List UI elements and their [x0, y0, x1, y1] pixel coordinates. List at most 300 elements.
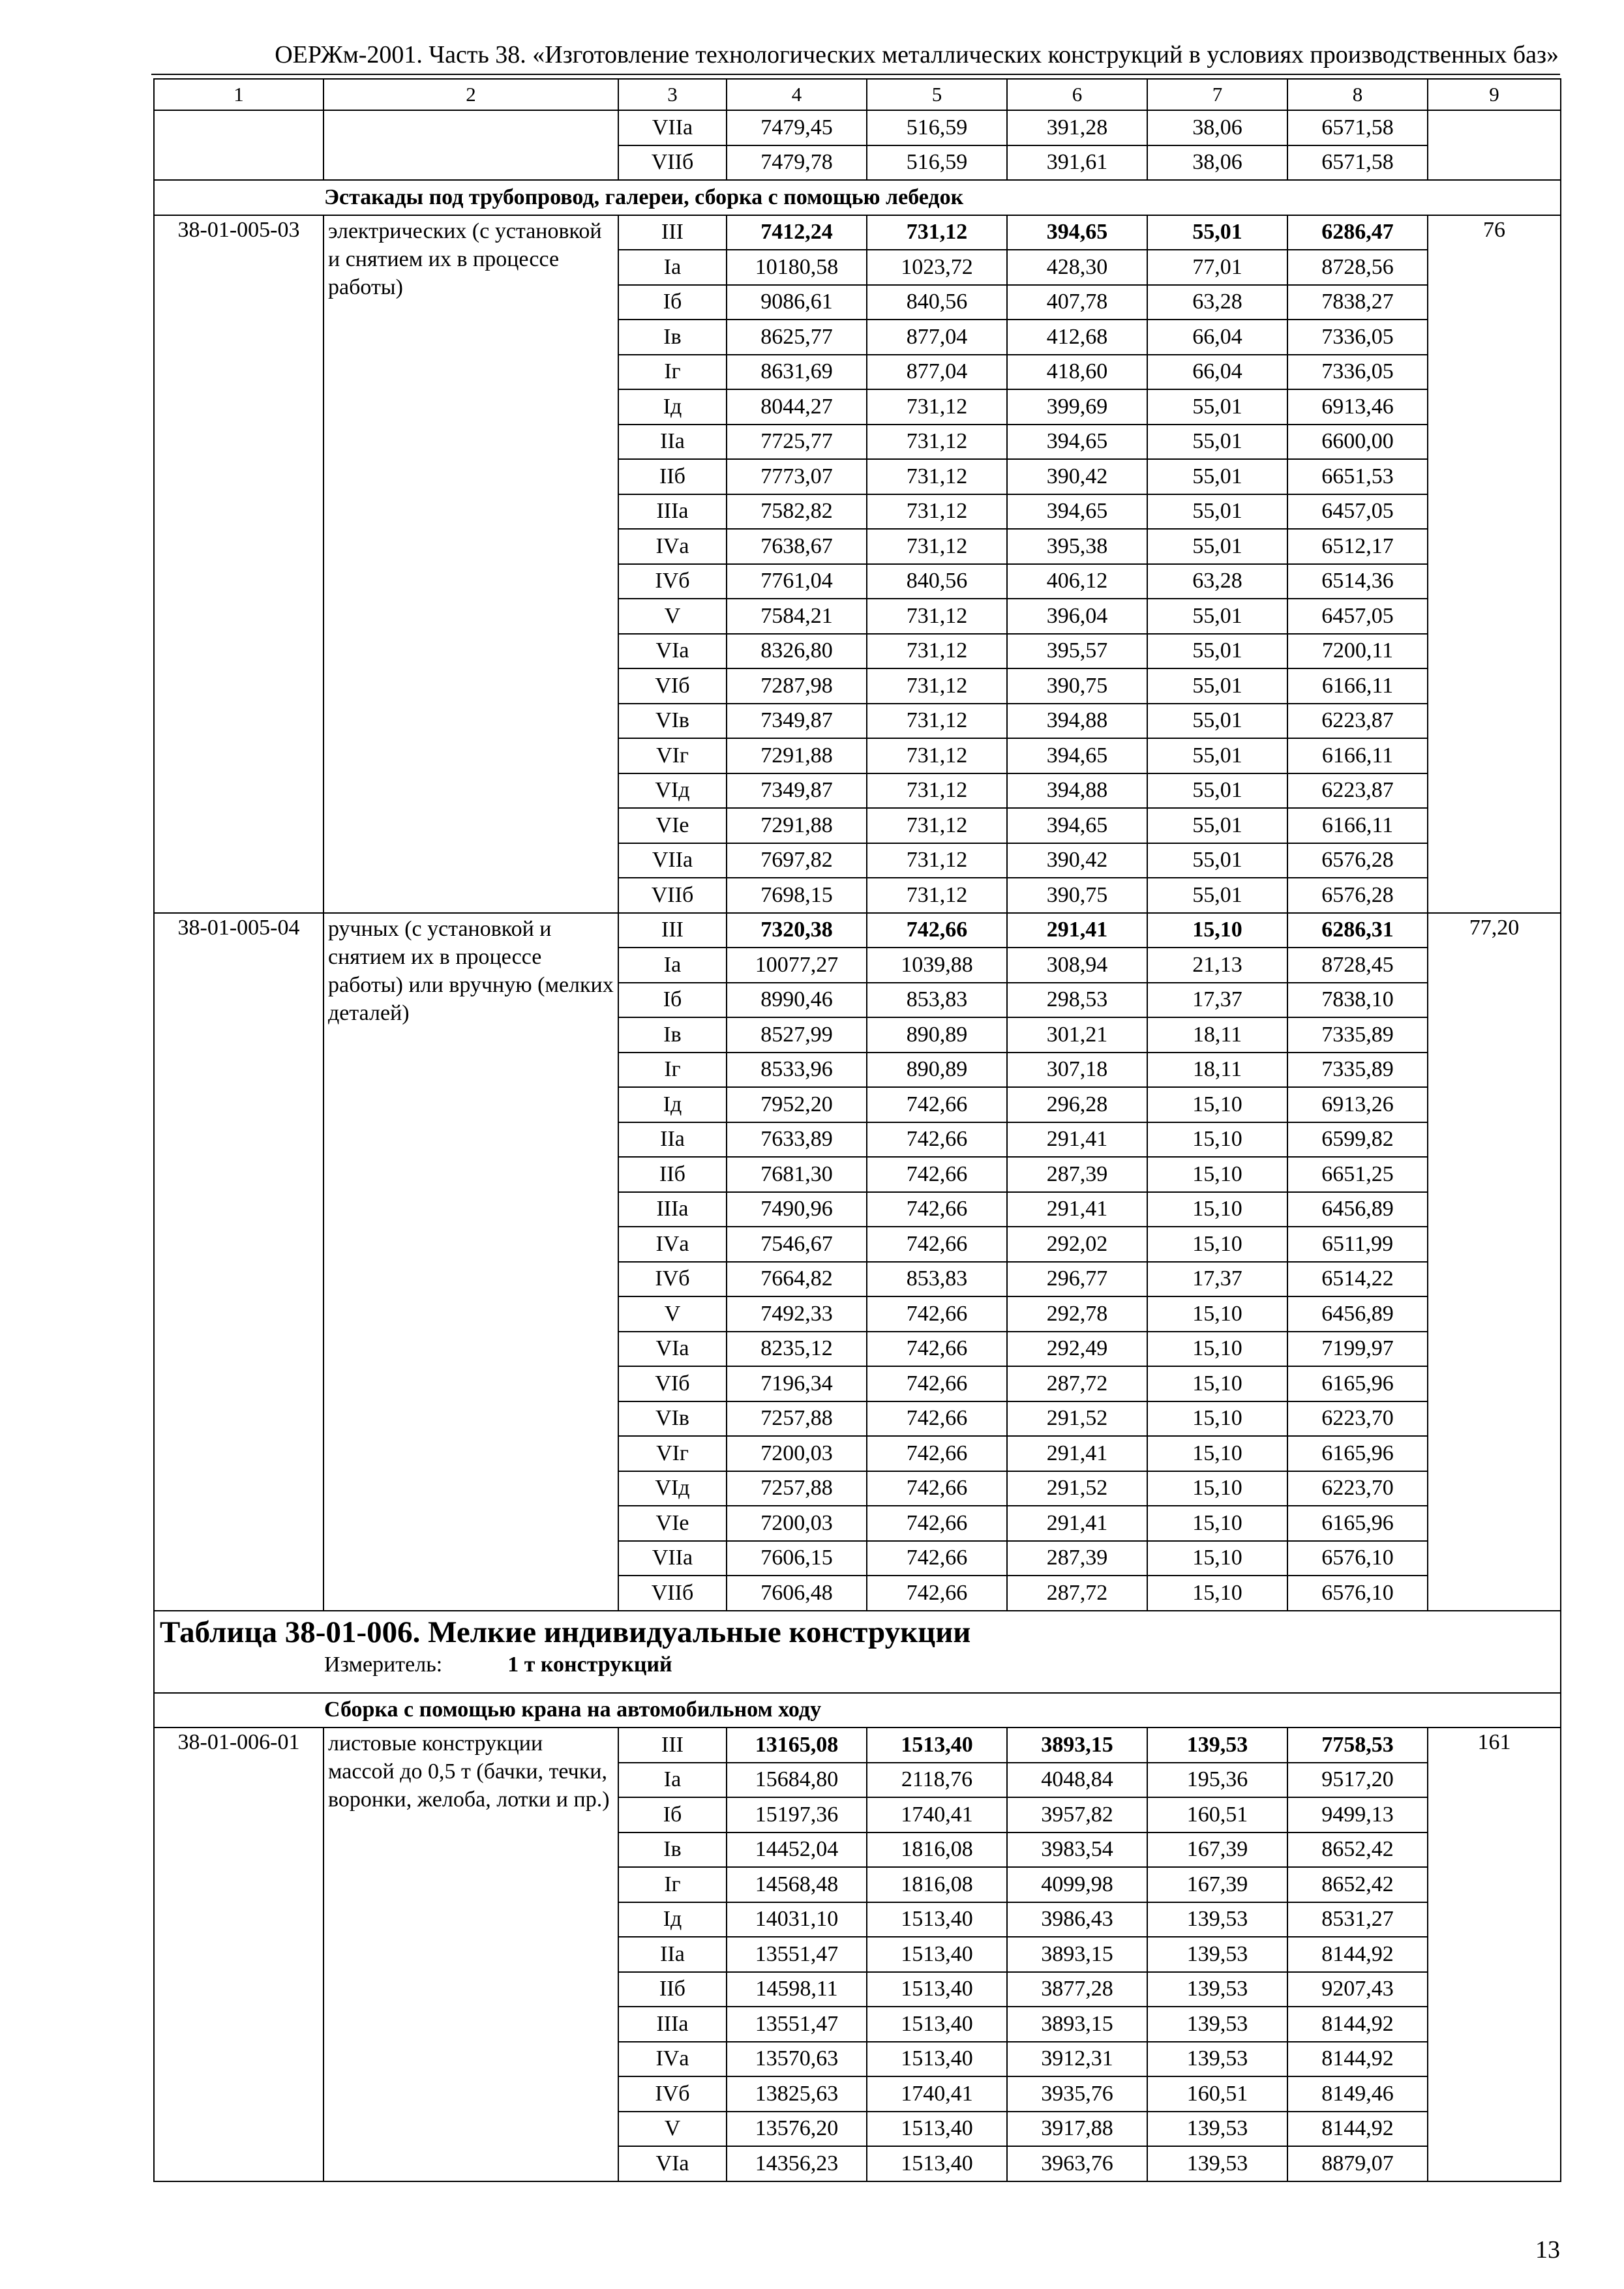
territory-zone-cell: IIб [618, 1972, 727, 2007]
machine-cost-cell: 296,77 [1007, 1262, 1147, 1297]
machine-cost-cell: 390,75 [1007, 878, 1147, 913]
section-title: Сборка с помощью крана на автомобильном ходу [154, 1693, 1561, 1728]
materials-cost-cell: 7336,05 [1287, 355, 1428, 390]
territory-zone-cell: IVа [618, 529, 727, 564]
materials-cost-cell: 6512,17 [1287, 529, 1428, 564]
materials-cost-cell: 6456,89 [1287, 1296, 1428, 1332]
labor-cost-cell: 742,66 [867, 1332, 1007, 1367]
labor-cost-cell: 1023,72 [867, 250, 1007, 285]
section-row [154, 180, 1561, 215]
total-cost-cell: 8044,27 [727, 389, 867, 425]
operator-wage-cell: 55,01 [1147, 668, 1287, 704]
machine-cost-cell: 291,41 [1007, 1436, 1147, 1471]
territory-zone-cell: VIе [618, 1506, 727, 1541]
operator-wage-cell: 18,11 [1147, 1017, 1287, 1053]
materials-cost-cell: 6651,53 [1287, 459, 1428, 494]
labor-cost-cell: 742,66 [867, 913, 1007, 948]
territory-zone-cell: IIа [618, 1937, 727, 1972]
territory-zone-cell: VIIб [618, 878, 727, 913]
materials-cost-cell: 6651,25 [1287, 1157, 1428, 1192]
section-row [154, 1693, 1561, 1728]
materials-cost-cell: 6576,28 [1287, 878, 1428, 913]
total-cost-cell: 7546,67 [727, 1227, 867, 1262]
machine-cost-cell: 292,49 [1007, 1332, 1147, 1367]
materials-cost-cell: 6599,82 [1287, 1122, 1428, 1158]
operator-wage-cell: 139,53 [1147, 1728, 1287, 1763]
materials-cost-cell: 6165,96 [1287, 1366, 1428, 1401]
machine-cost-cell: 292,78 [1007, 1296, 1147, 1332]
territory-zone-cell: VIв [618, 704, 727, 739]
rate-code-cell: 38-01-005-04 [154, 913, 323, 1611]
operator-wage-cell: 167,39 [1147, 1833, 1287, 1868]
territory-zone-cell: Iб [618, 983, 727, 1018]
operator-wage-cell: 77,01 [1147, 250, 1287, 285]
operator-wage-cell: 17,37 [1147, 1262, 1287, 1297]
materials-cost-cell: 8144,92 [1287, 1937, 1428, 1972]
rates-table [153, 78, 1561, 2182]
labor-cost-cell: 742,66 [867, 1506, 1007, 1541]
operator-wage-cell: 38,06 [1147, 110, 1287, 145]
total-cost-cell: 7698,15 [727, 878, 867, 913]
rate-description-cell: электрических (с установкой и снятием их в процессе работы) [323, 215, 618, 913]
table-row [154, 215, 1561, 250]
materials-cost-cell: 8144,92 [1287, 2007, 1428, 2042]
operator-wage-cell: 15,10 [1147, 1157, 1287, 1192]
operator-wage-cell: 15,10 [1147, 1506, 1287, 1541]
territory-zone-cell: IVб [618, 1262, 727, 1297]
materials-cost-cell: 8879,07 [1287, 2146, 1428, 2181]
materials-cost-cell: 6223,70 [1287, 1401, 1428, 1437]
materials-cost-cell: 6286,31 [1287, 913, 1428, 948]
labor-cost-cell: 1039,88 [867, 948, 1007, 983]
operator-wage-cell: 15,10 [1147, 1541, 1287, 1576]
total-cost-cell: 7291,88 [727, 738, 867, 773]
territory-zone-cell: Iг [618, 355, 727, 390]
total-cost-cell: 8533,96 [727, 1053, 867, 1088]
territory-zone-cell: VIд [618, 1471, 727, 1506]
machine-cost-cell: 394,65 [1007, 738, 1147, 773]
total-cost-cell: 7257,88 [727, 1401, 867, 1437]
territory-zone-cell: Iд [618, 1087, 727, 1122]
labor-cost-cell: 731,12 [867, 389, 1007, 425]
column-9-cell [1428, 110, 1561, 180]
labor-cost-cell: 516,59 [867, 110, 1007, 145]
total-cost-cell: 7664,82 [727, 1262, 867, 1297]
operator-wage-cell: 139,53 [1147, 1972, 1287, 2007]
territory-zone-cell: III [618, 1728, 727, 1763]
materials-cost-cell: 6576,10 [1287, 1576, 1428, 1611]
labor-cost-cell: 731,12 [867, 704, 1007, 739]
total-cost-cell: 14031,10 [727, 1902, 867, 1937]
table-title-cell [154, 1611, 1561, 1693]
territory-zone-cell: IIа [618, 1122, 727, 1158]
labor-cost-cell: 877,04 [867, 355, 1007, 390]
materials-cost-cell: 8144,92 [1287, 2112, 1428, 2147]
materials-cost-cell: 6913,26 [1287, 1087, 1428, 1122]
machine-cost-cell: 407,78 [1007, 285, 1147, 320]
machine-cost-cell: 4048,84 [1007, 1763, 1147, 1798]
territory-zone-cell: Iд [618, 1902, 727, 1937]
machine-cost-cell: 3912,31 [1007, 2042, 1147, 2077]
table-title-row [154, 1611, 1561, 1693]
operator-wage-cell: 15,10 [1147, 1192, 1287, 1227]
territory-zone-cell: Iа [618, 1763, 727, 1798]
operator-wage-cell: 139,53 [1147, 1937, 1287, 1972]
operator-wage-cell: 55,01 [1147, 634, 1287, 669]
labor-cost-cell: 731,12 [867, 634, 1007, 669]
territory-zone-cell: IIIа [618, 2007, 727, 2042]
total-cost-cell: 13825,63 [727, 2076, 867, 2112]
labor-cost-cell: 742,66 [867, 1471, 1007, 1506]
labor-cost-cell: 742,66 [867, 1576, 1007, 1611]
total-cost-cell: 10180,58 [727, 250, 867, 285]
operator-wage-cell: 38,06 [1147, 145, 1287, 181]
machine-cost-cell: 291,41 [1007, 1192, 1147, 1227]
total-cost-cell: 14568,48 [727, 1867, 867, 1902]
territory-zone-cell: Iб [618, 285, 727, 320]
materials-cost-cell: 8531,27 [1287, 1902, 1428, 1937]
materials-cost-cell: 6511,99 [1287, 1227, 1428, 1262]
materials-cost-cell: 9499,13 [1287, 1797, 1428, 1833]
operator-wage-cell: 167,39 [1147, 1867, 1287, 1902]
materials-cost-cell: 6576,28 [1287, 843, 1428, 878]
materials-cost-cell: 6165,96 [1287, 1436, 1428, 1471]
machine-cost-cell: 298,53 [1007, 983, 1147, 1018]
measure-line [160, 1651, 1555, 1679]
column-number: 9 [1428, 79, 1561, 110]
materials-cost-cell: 6166,11 [1287, 738, 1428, 773]
labor-cost-cell: 742,66 [867, 1366, 1007, 1401]
territory-zone-cell: IVа [618, 2042, 727, 2077]
materials-cost-cell: 9517,20 [1287, 1763, 1428, 1798]
labor-cost-cell: 516,59 [867, 145, 1007, 181]
operator-wage-cell: 139,53 [1147, 2146, 1287, 2181]
materials-cost-cell: 8652,42 [1287, 1867, 1428, 1902]
labor-cost-cell: 731,12 [867, 668, 1007, 704]
total-cost-cell: 13551,47 [727, 2007, 867, 2042]
total-cost-cell: 7291,88 [727, 808, 867, 843]
machine-cost-cell: 418,60 [1007, 355, 1147, 390]
total-cost-cell: 7582,82 [727, 494, 867, 530]
territory-zone-cell: VIIа [618, 110, 727, 145]
total-cost-cell: 8625,77 [727, 320, 867, 355]
territory-zone-cell: III [618, 913, 727, 948]
operator-wage-cell: 139,53 [1147, 1902, 1287, 1937]
column-number: 6 [1007, 79, 1147, 110]
total-cost-cell: 7638,67 [727, 529, 867, 564]
territory-zone-cell: Iв [618, 320, 727, 355]
total-cost-cell: 8527,99 [727, 1017, 867, 1053]
operator-wage-cell: 55,01 [1147, 808, 1287, 843]
labor-cost-cell: 1816,08 [867, 1867, 1007, 1902]
machine-cost-cell: 291,41 [1007, 1506, 1147, 1541]
machine-cost-cell: 3957,82 [1007, 1797, 1147, 1833]
operator-wage-cell: 15,10 [1147, 1332, 1287, 1367]
materials-cost-cell: 6223,70 [1287, 1471, 1428, 1506]
materials-cost-cell: 8728,45 [1287, 948, 1428, 983]
territory-zone-cell: VIд [618, 773, 727, 809]
measure-label: Измеритель: [324, 1652, 443, 1677]
materials-cost-cell: 7200,11 [1287, 634, 1428, 669]
machine-cost-cell: 292,02 [1007, 1227, 1147, 1262]
header-rule [151, 74, 1560, 75]
labor-cost-cell: 731,12 [867, 878, 1007, 913]
column-9-cell: 77,20 [1428, 913, 1561, 1611]
total-cost-cell: 7761,04 [727, 564, 867, 599]
total-cost-cell: 13165,08 [727, 1728, 867, 1763]
territory-zone-cell: IIа [618, 425, 727, 460]
operator-wage-cell: 139,53 [1147, 2112, 1287, 2147]
operator-wage-cell: 55,01 [1147, 738, 1287, 773]
territory-zone-cell: Iг [618, 1053, 727, 1088]
territory-zone-cell: VIв [618, 1401, 727, 1437]
total-cost-cell: 7479,45 [727, 110, 867, 145]
territory-zone-cell: IVа [618, 1227, 727, 1262]
page-number: 13 [1535, 2236, 1560, 2264]
labor-cost-cell: 890,89 [867, 1017, 1007, 1053]
materials-cost-cell: 6571,58 [1287, 110, 1428, 145]
total-cost-cell: 7479,78 [727, 145, 867, 181]
operator-wage-cell: 55,01 [1147, 215, 1287, 250]
territory-zone-cell: VIIа [618, 843, 727, 878]
operator-wage-cell: 15,10 [1147, 1227, 1287, 1262]
territory-zone-cell: IIб [618, 1157, 727, 1192]
labor-cost-cell: 742,66 [867, 1541, 1007, 1576]
operator-wage-cell: 15,10 [1147, 1576, 1287, 1611]
labor-cost-cell: 1513,40 [867, 2112, 1007, 2147]
labor-cost-cell: 2118,76 [867, 1763, 1007, 1798]
operator-wage-cell: 55,01 [1147, 704, 1287, 739]
materials-cost-cell: 8144,92 [1287, 2042, 1428, 2077]
materials-cost-cell: 6166,11 [1287, 808, 1428, 843]
total-cost-cell: 7725,77 [727, 425, 867, 460]
machine-cost-cell: 394,88 [1007, 704, 1147, 739]
labor-cost-cell: 731,12 [867, 599, 1007, 634]
territory-zone-cell: Iв [618, 1017, 727, 1053]
machine-cost-cell: 399,69 [1007, 389, 1147, 425]
rate-code-cell: 38-01-005-03 [154, 215, 323, 913]
labor-cost-cell: 742,66 [867, 1157, 1007, 1192]
machine-cost-cell: 301,21 [1007, 1017, 1147, 1053]
labor-cost-cell: 731,12 [867, 808, 1007, 843]
materials-cost-cell: 6514,22 [1287, 1262, 1428, 1297]
rate-code-cell: 38-01-006-01 [154, 1728, 323, 2181]
column-9-cell: 76 [1428, 215, 1561, 913]
operator-wage-cell: 55,01 [1147, 878, 1287, 913]
operator-wage-cell: 15,10 [1147, 1122, 1287, 1158]
total-cost-cell: 10077,27 [727, 948, 867, 983]
column-number: 8 [1287, 79, 1428, 110]
total-cost-cell: 7412,24 [727, 215, 867, 250]
territory-zone-cell: VIг [618, 738, 727, 773]
operator-wage-cell: 55,01 [1147, 599, 1287, 634]
operator-wage-cell: 55,01 [1147, 459, 1287, 494]
machine-cost-cell: 291,41 [1007, 913, 1147, 948]
machine-cost-cell: 428,30 [1007, 250, 1147, 285]
machine-cost-cell: 291,52 [1007, 1401, 1147, 1437]
territory-zone-cell: Iд [618, 389, 727, 425]
operator-wage-cell: 55,01 [1147, 389, 1287, 425]
materials-cost-cell: 6600,00 [1287, 425, 1428, 460]
machine-cost-cell: 3893,15 [1007, 1937, 1147, 1972]
total-cost-cell: 7606,48 [727, 1576, 867, 1611]
machine-cost-cell: 287,72 [1007, 1576, 1147, 1611]
total-cost-cell: 15684,80 [727, 1763, 867, 1798]
total-cost-cell: 7287,98 [727, 668, 867, 704]
total-cost-cell: 14452,04 [727, 1833, 867, 1868]
operator-wage-cell: 195,36 [1147, 1763, 1287, 1798]
total-cost-cell: 7349,87 [727, 773, 867, 809]
total-cost-cell: 7349,87 [727, 704, 867, 739]
total-cost-cell: 7697,82 [727, 843, 867, 878]
machine-cost-cell: 3963,76 [1007, 2146, 1147, 2181]
machine-cost-cell: 396,04 [1007, 599, 1147, 634]
territory-zone-cell: VIа [618, 634, 727, 669]
labor-cost-cell: 731,12 [867, 494, 1007, 530]
machine-cost-cell: 391,61 [1007, 145, 1147, 181]
territory-zone-cell: Iа [618, 250, 727, 285]
labor-cost-cell: 731,12 [867, 459, 1007, 494]
machine-cost-cell: 406,12 [1007, 564, 1147, 599]
labor-cost-cell: 853,83 [867, 1262, 1007, 1297]
territory-zone-cell: Iв [618, 1833, 727, 1868]
materials-cost-cell: 6166,11 [1287, 668, 1428, 704]
column-number: 2 [323, 79, 618, 110]
operator-wage-cell: 63,28 [1147, 285, 1287, 320]
materials-cost-cell: 6514,36 [1287, 564, 1428, 599]
territory-zone-cell: VIб [618, 1366, 727, 1401]
table-row [154, 110, 1561, 145]
operator-wage-cell: 66,04 [1147, 355, 1287, 390]
territory-zone-cell: V [618, 2112, 727, 2147]
territory-zone-cell: IIIа [618, 1192, 727, 1227]
operator-wage-cell: 15,10 [1147, 1087, 1287, 1122]
materials-cost-cell: 6457,05 [1287, 494, 1428, 530]
machine-cost-cell: 291,41 [1007, 1122, 1147, 1158]
machine-cost-cell: 412,68 [1007, 320, 1147, 355]
machine-cost-cell: 287,39 [1007, 1541, 1147, 1576]
territory-zone-cell: VIIа [618, 1541, 727, 1576]
labor-cost-cell: 742,66 [867, 1087, 1007, 1122]
operator-wage-cell: 17,37 [1147, 983, 1287, 1018]
section-title: Эстакады под трубопровод, галереи, сборка с помощью лебедок [154, 180, 1561, 215]
total-cost-cell: 7200,03 [727, 1436, 867, 1471]
labor-cost-cell: 1513,40 [867, 1902, 1007, 1937]
total-cost-cell: 7200,03 [727, 1506, 867, 1541]
territory-zone-cell: Iа [618, 948, 727, 983]
territory-zone-cell: VIа [618, 2146, 727, 2181]
machine-cost-cell: 394,65 [1007, 215, 1147, 250]
table-row [154, 1728, 1561, 1763]
materials-cost-cell: 8149,46 [1287, 2076, 1428, 2112]
machine-cost-cell: 395,57 [1007, 634, 1147, 669]
labor-cost-cell: 742,66 [867, 1296, 1007, 1332]
operator-wage-cell: 55,01 [1147, 529, 1287, 564]
operator-wage-cell: 55,01 [1147, 773, 1287, 809]
operator-wage-cell: 15,10 [1147, 1366, 1287, 1401]
operator-wage-cell: 15,10 [1147, 1401, 1287, 1437]
machine-cost-cell: 3983,54 [1007, 1833, 1147, 1868]
labor-cost-cell: 742,66 [867, 1192, 1007, 1227]
labor-cost-cell: 840,56 [867, 564, 1007, 599]
machine-cost-cell: 307,18 [1007, 1053, 1147, 1088]
territory-zone-cell: VIб [618, 668, 727, 704]
total-cost-cell: 14598,11 [727, 1972, 867, 2007]
labor-cost-cell: 731,12 [867, 529, 1007, 564]
total-cost-cell: 14356,23 [727, 2146, 867, 2181]
materials-cost-cell: 7199,97 [1287, 1332, 1428, 1367]
machine-cost-cell: 287,72 [1007, 1366, 1147, 1401]
materials-cost-cell: 9207,43 [1287, 1972, 1428, 2007]
materials-cost-cell: 6913,46 [1287, 389, 1428, 425]
column-number: 7 [1147, 79, 1287, 110]
machine-cost-cell: 296,28 [1007, 1087, 1147, 1122]
materials-cost-cell: 6576,10 [1287, 1541, 1428, 1576]
total-cost-cell: 7490,96 [727, 1192, 867, 1227]
territory-zone-cell: Iб [618, 1797, 727, 1833]
labor-cost-cell: 1513,40 [867, 1937, 1007, 1972]
total-cost-cell: 13551,47 [727, 1937, 867, 1972]
total-cost-cell: 7320,38 [727, 913, 867, 948]
materials-cost-cell: 7758,53 [1287, 1728, 1428, 1763]
materials-cost-cell: 6165,96 [1287, 1506, 1428, 1541]
total-cost-cell: 7773,07 [727, 459, 867, 494]
labor-cost-cell: 1513,40 [867, 1972, 1007, 2007]
territory-zone-cell: Iг [618, 1867, 727, 1902]
materials-cost-cell: 7335,89 [1287, 1053, 1428, 1088]
machine-cost-cell: 3893,15 [1007, 2007, 1147, 2042]
territory-zone-cell: IVб [618, 2076, 727, 2112]
labor-cost-cell: 1740,41 [867, 2076, 1007, 2112]
materials-cost-cell: 6457,05 [1287, 599, 1428, 634]
materials-cost-cell: 7838,10 [1287, 983, 1428, 1018]
territory-zone-cell: VIа [618, 1332, 727, 1367]
operator-wage-cell: 18,11 [1147, 1053, 1287, 1088]
materials-cost-cell: 7838,27 [1287, 285, 1428, 320]
machine-cost-cell: 3877,28 [1007, 1972, 1147, 2007]
column-number: 3 [618, 79, 727, 110]
operator-wage-cell: 55,01 [1147, 843, 1287, 878]
machine-cost-cell: 3917,88 [1007, 2112, 1147, 2147]
total-cost-cell: 8990,46 [727, 983, 867, 1018]
machine-cost-cell: 395,38 [1007, 529, 1147, 564]
machine-cost-cell: 390,42 [1007, 459, 1147, 494]
territory-zone-cell: V [618, 599, 727, 634]
table-title: Таблица 38-01-006. Мелкие индивидуальные конструкции [160, 1615, 971, 1649]
materials-cost-cell: 8728,56 [1287, 250, 1428, 285]
total-cost-cell: 15197,36 [727, 1797, 867, 1833]
total-cost-cell: 13570,63 [727, 2042, 867, 2077]
column-number: 1 [154, 79, 323, 110]
machine-cost-cell: 394,65 [1007, 425, 1147, 460]
labor-cost-cell: 731,12 [867, 738, 1007, 773]
table-body [154, 79, 1561, 2181]
machine-cost-cell: 3893,15 [1007, 1728, 1147, 1763]
machine-cost-cell: 391,28 [1007, 110, 1147, 145]
column-number: 4 [727, 79, 867, 110]
column-number: 5 [867, 79, 1007, 110]
rate-code-cell [154, 110, 323, 180]
labor-cost-cell: 1740,41 [867, 1797, 1007, 1833]
machine-cost-cell: 4099,98 [1007, 1867, 1147, 1902]
labor-cost-cell: 731,12 [867, 773, 1007, 809]
machine-cost-cell: 390,75 [1007, 668, 1147, 704]
machine-cost-cell: 3986,43 [1007, 1902, 1147, 1937]
operator-wage-cell: 139,53 [1147, 2042, 1287, 2077]
territory-zone-cell: IIIа [618, 494, 727, 530]
operator-wage-cell: 55,01 [1147, 425, 1287, 460]
territory-zone-cell: IIб [618, 459, 727, 494]
